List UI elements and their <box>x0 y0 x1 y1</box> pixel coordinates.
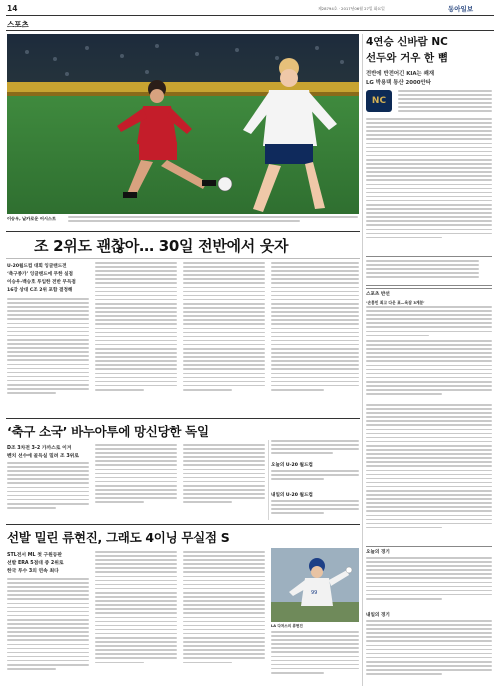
mid-article-col-3 <box>183 444 265 520</box>
brief-text-1 <box>366 306 492 340</box>
bottom-article-col-4 <box>271 631 359 686</box>
nc-subhead-1: 전반에 반전어긴 KIA는 쾌재 <box>366 71 435 77</box>
u20-today-text <box>271 470 359 488</box>
top-article-col-2 <box>95 262 177 412</box>
mid-subhead-1: D조 3차전 3-2 가까스로 이겨 <box>7 446 72 451</box>
masthead: 동아일보 <box>448 5 474 13</box>
u20-tomorrow-text <box>271 500 359 520</box>
nc-article-top <box>398 90 492 116</box>
pitcher-photo <box>271 548 359 622</box>
nc-logo: NC <box>366 90 392 112</box>
bottom-headline: 선발 밀린 류현진, 그래도 4이닝 무실점 S <box>7 530 230 545</box>
brief-item-1: ‘손흥민 최고 다운 표—육잠 3게분’ <box>366 300 425 305</box>
brief-text-3 <box>366 404 492 544</box>
nc-subhead-2: LG 박용택 통산 2000안타 <box>366 80 431 86</box>
pitcher-illustration <box>271 548 359 622</box>
today-games-list <box>366 557 492 609</box>
svg-text:99: 99 <box>311 590 318 596</box>
top-subhead-2: ‘축구종가’ 잉글랜드에 무한 실점 <box>7 272 73 277</box>
mid-subhead-2: 벤치 선수에 골득실 밀려 조 3위로 <box>7 454 79 459</box>
photo-caption-text <box>68 216 358 226</box>
pitcher-caption: LA 다저스의 류현진 <box>271 624 303 628</box>
top-subhead-3: 이승우-백승호 투입한 전반 무득점 <box>7 280 76 285</box>
mid-article-col-1 <box>7 462 89 520</box>
sports-briefs-title: 스포츠 반선 <box>366 292 390 297</box>
bottom-article-col-1 <box>7 578 89 686</box>
photo-caption-title: 이승우, 날카로운 어시스트 <box>7 216 57 221</box>
nc-article-body <box>366 118 492 252</box>
u20-results-table <box>271 440 359 458</box>
tomorrow-games-title: 내일의 경기 <box>366 613 390 618</box>
bottom-subhead-3: 한국 투수 3의 연속 최다 <box>7 569 59 574</box>
section-label: 스포츠 <box>7 20 29 29</box>
top-subhead-1: U-20월드컵 대회 잉글랜드전 <box>7 264 67 269</box>
top-article-col-1 <box>7 298 89 412</box>
soccer-match-illustration <box>7 34 359 214</box>
soccer-photo <box>7 34 359 214</box>
bottom-subhead-1: STL전서 ML 첫 구원등판 <box>7 553 63 558</box>
top-article-col-4 <box>271 262 359 412</box>
brief-text-2 <box>366 340 492 402</box>
mid-article-col-2 <box>95 444 177 520</box>
mid-headline: ‘축구 소국’ 바누아투에 망신당한 독일 <box>7 424 209 439</box>
bottom-article-col-3 <box>183 551 265 686</box>
nc-headline-1: 4연승 신바람 NC <box>366 36 448 48</box>
bottom-article-col-2 <box>95 551 177 686</box>
u20-today-title: 오늘의 U-20 월드컵 <box>271 463 313 468</box>
page-number: 14 <box>7 4 18 13</box>
today-games-title: 오늘의 경기 <box>366 550 390 555</box>
issue-info: 제28794호 · 2017년06월 27일 화요일 <box>318 6 385 11</box>
tomorrow-games-list <box>366 620 492 686</box>
u20-tomorrow-title: 내일의 U-20 월드컵 <box>271 493 313 498</box>
bottom-subhead-2: 선발 ERA 5점대 중 2위로 <box>7 561 64 566</box>
standings-table <box>366 256 492 286</box>
top-subhead-4: 16강 상대 C조 2위 포함 결정해 <box>7 288 73 293</box>
top-article-col-3 <box>183 262 265 412</box>
top-headline: 조 2위도 괜찮아… 30일 전반에서 웃자 <box>34 237 289 255</box>
nc-headline-2: 선두와 거우 한 뼘 <box>366 52 448 64</box>
